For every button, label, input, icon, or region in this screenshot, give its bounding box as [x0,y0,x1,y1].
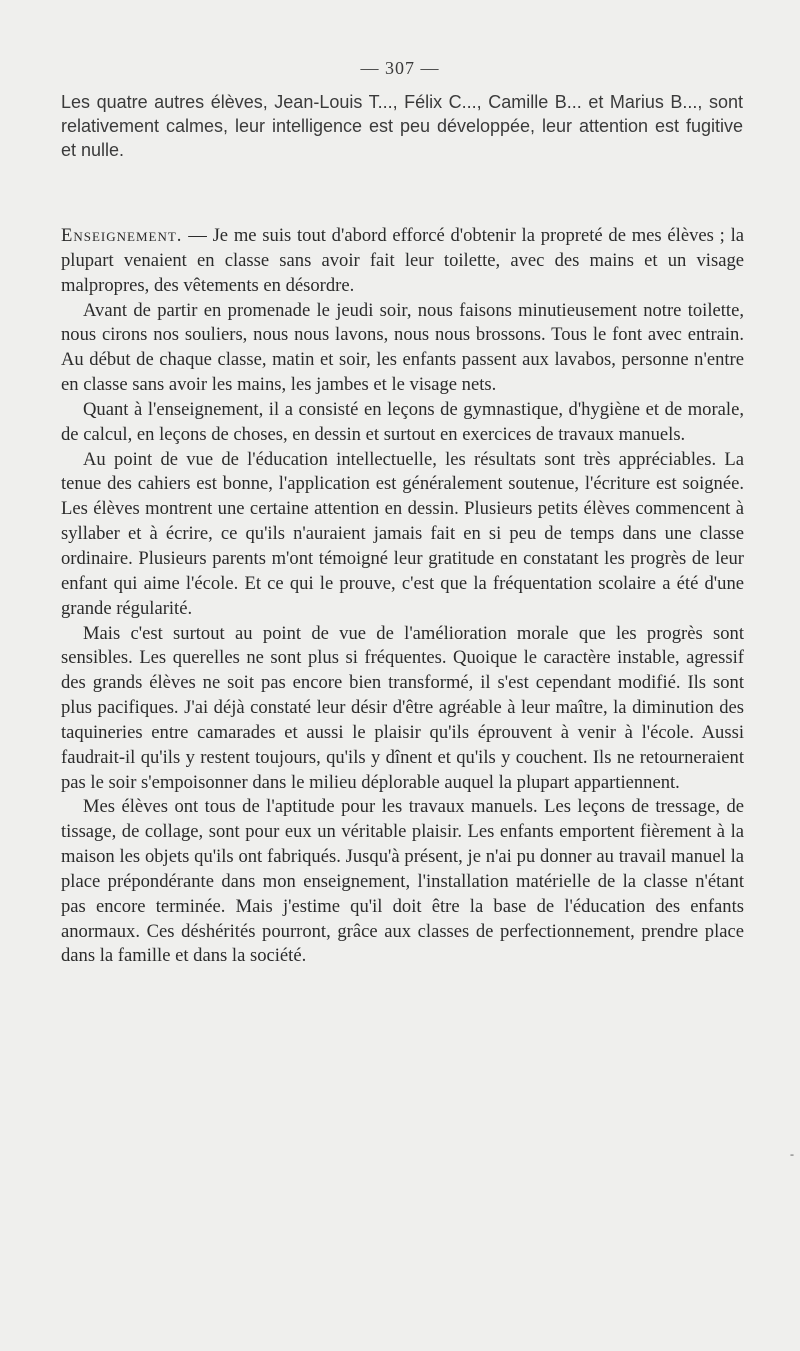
paragraph-1 [61,224,744,299]
section-heading: Enseignement. [61,225,183,246]
paragraph-6: Mes élèves ont tous de l'aptitude pour les travaux manuels. Les leçons de tressage, de tissage, de collage, sont pour eux un véritable plaisir. Les enfants emportent fièrement à la maison les objets qu'ils ont fabriqués. Jusqu'à présent, je n'ai pu donner au travail manuel la place prépondérante dans mon enseignement, l'installation matérielle de la classe n'étant pas encore terminée. Mais j'estime qu'il doit être la base de l'éducation des enfants anormaux. Ces déshérités pourront, grâce aux classes de perfectionnement, prendre place dans la famille et dans la société. [61,796,744,967]
page-number: — 307 — [360,58,440,78]
paragraph-1-text: — Je me suis tout d'abord efforcé d'obtenir la propreté de mes élèves ; la plupart venaient en classe sans avoir fait leur toilette, avec des mains et un visage malpropres, des vêtements en désordre. [61,225,744,296]
margin-mark: - [790,1147,794,1161]
paragraph-4: Au point de vue de l'éducation intellectuelle, les résultats sont très appréciables. La tenue des cahiers est bonne, l'application est généralement soutenue, l'écriture est soignée. Les élèves montrent une certaine attention en dessin. Plusieurs petits élèves commencent à syllaber et à écrire, ce qu'ils n'auraient jamais fait en si peu de temps dans une classe ordinaire. Plusieurs parents m'ont témoigné leur gratitude en constatant les progrès de leur enfant qui aime l'école. Et ce qui le prouve, c'est que la fréquentation scolaire a été d'une grande régularité. [61,448,744,619]
intro-paragraph: Les quatre autres élèves, Jean-Louis T..., Félix C..., Camille B... et Marius B..., sont relativement calmes, leur intelligence est peu développée, leur attention est fugitive et nulle. [61,92,743,160]
paragraph-2: Avant de partir en promenade le jeudi soir, nous faisons minutieusement notre toilette, nous cirons nos souliers, nous nous lavons, nous nous brossons. Tous le font avec entrain. Au début de chaque classe, matin et soir, les enfants passent aux lavabos, personne n'entre en classe sans avoir les mains, les jambes et le visage nets. [61,299,744,396]
section-enseignement [61,224,744,969]
paragraph-5: Mais c'est surtout au point de vue de l'amélioration morale que les progrès sont sensibles. Les querelles ne sont plus si fréquentes. Quoique le caractère instable, agressif des grands élèves ne soit pas encore bien transformé, il s'est cependant modifié. Ils sont plus pacifiques. J'ai déjà constaté leur désir d'être agréable à leur maître, la diminution des taquineries entre camarades et aussi le plaisir qu'ils éprouvent à venir à l'école. Aussi faudrait-il qu'ils y restent toujours, qu'ils y dînent et qu'ils y couchent. Ils ne retourneraient pas le soir s'empoisonner dans le milieu déplorable auquel la plupart appartiennent. [61,622,744,793]
paragraph-3: Quant à l'enseignement, il a consisté en leçons de gymnastique, d'hygiène et de morale, de calcul, en leçons de choses, en dessin et surtout en exercices de travaux manuels. [61,398,744,445]
